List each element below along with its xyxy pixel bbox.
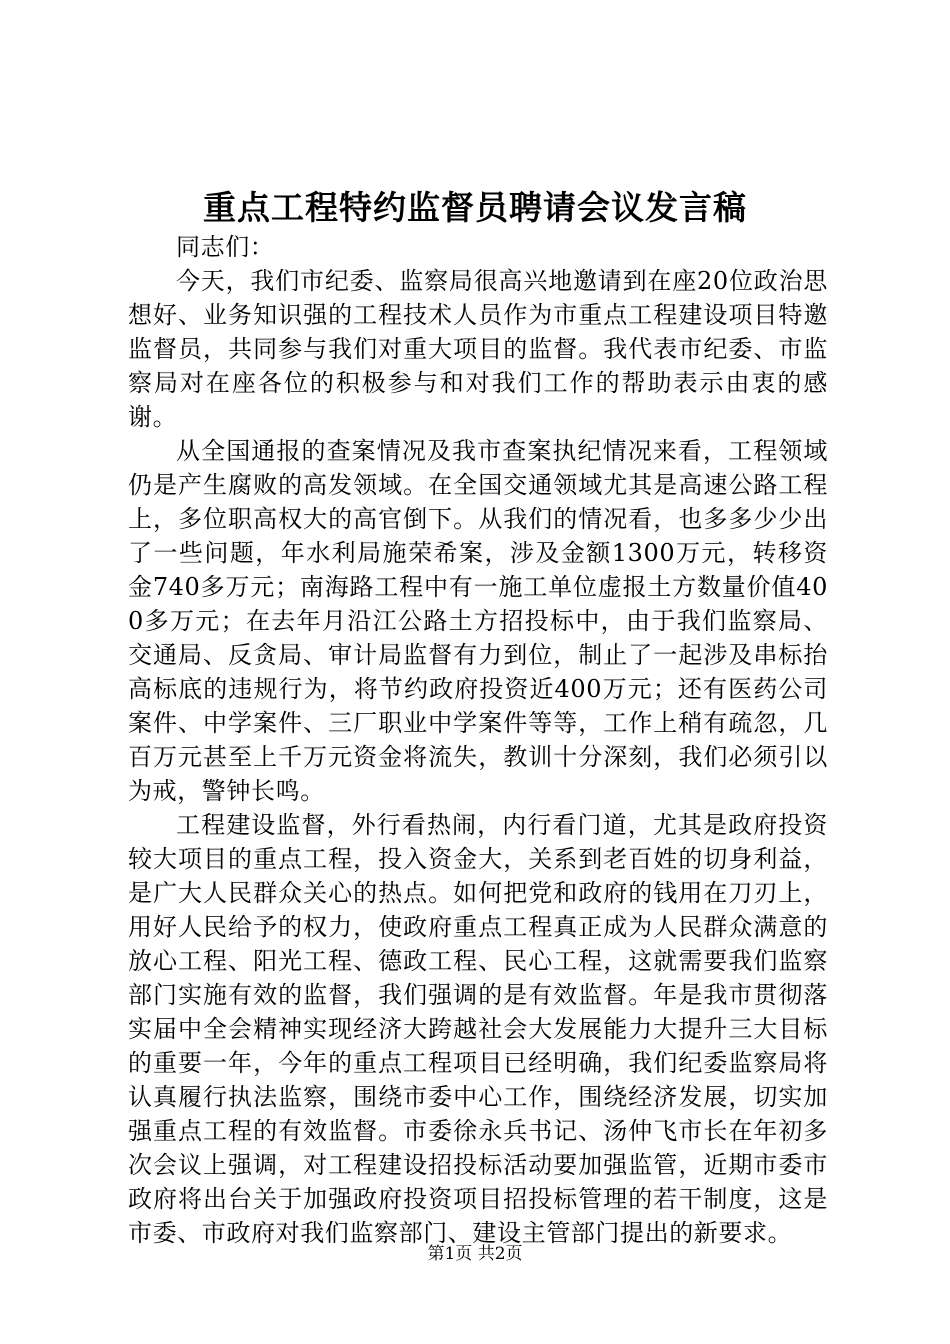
- paragraph-3: 工程建设监督，外行看热闹，内行看门道，尤其是政府投资较大项目的重点工程，投入资金大，关系到老百姓的切身利益，是广大人民群众关心的热点。如何把党和政府的钱用在刀刃上，用好人民给予的权力，使政府重点工程真正成为人民群众满意的放心工程、阳光工程、德政工程、民心工程，这就需要我们监察部门实施有效的监督，我们强调的是有效监督。年是我市贯彻落实届中全会精神实现经济大跨越社会大发展能力大提升三大目标的重要一年，今年的重点工程项目已经明确，我们纪委监察局将认真履行执法监察，围绕市委中心工作，围绕经济发展，切实加强重点工程的有效监督。市委徐永兵书记、汤仲飞市长在年初多次会议上强调，对工程建设招投标活动要加强监管，近期市委市政府将出台关于加强政府投资项目招投标管理的若干制度，这是市委、市政府对我们监察部门、建设主管部门提出的新要求。: [128, 811, 828, 1247]
- page-number-footer: 第1页 共2页: [427, 1244, 523, 1264]
- paragraph-1: 今天，我们市纪委、监察局很高兴地邀请到在座20位政治思想好、业务知识强的工程技术人员作为市重点工程建设项目特邀监督员，共同参与我们对重大项目的监督。我代表市纪委、市监察局对在座各位的积极参与和对我们工作的帮助表示由衷的感谢。: [128, 267, 828, 431]
- document-title: 重点工程特约监督员聘请会议发言稿: [203, 188, 747, 227]
- document-body: [128, 230, 828, 1250]
- paragraph-2: 从全国通报的查案情况及我市查案执纪情况来看，工程领域仍是产生腐败的高发领域。在全国交通领域尤其是高速公路工程上，多位职高权大的高官倒下。从我们的情况看，也多多少少出了一些问题，年水利局施荣希案，涉及金额1300万元，转移资金740多万元；南海路工程中有一施工单位虚报土方数量价值400多万元；在去年月沿江公路土方招投标中，由于我们监察局、交通局、反贪局、审计局监督有力到位，制止了一起涉及串标抬高标底的违规行为，将节约政府投资近400万元；还有医药公司案件、中学案件、三厂职业中学案件等等，工作上稍有疏忽，几百万元甚至上千万元资金将流失，教训十分深刻，我们必须引以为戒，警钟长鸣。: [128, 437, 828, 805]
- salutation: 同志们：: [176, 233, 275, 261]
